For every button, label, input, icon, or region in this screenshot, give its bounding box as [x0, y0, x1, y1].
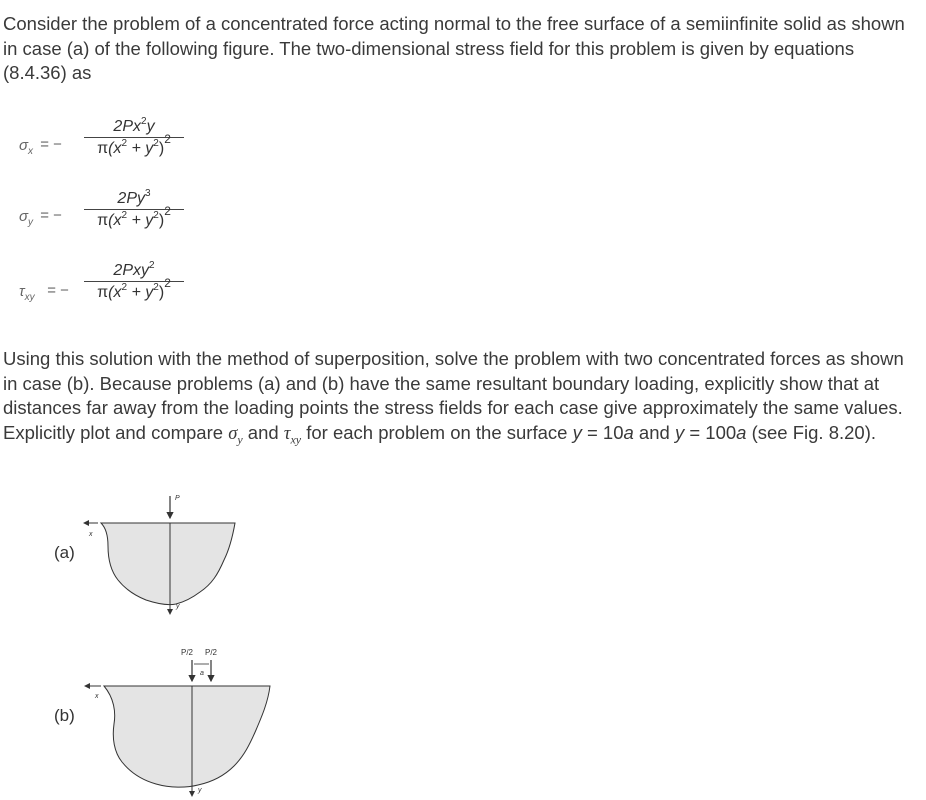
- fraction-tau-xy: 2Pxy$^2$ $\pi(x^2 + y^2)^2$: [84, 262, 184, 302]
- case-a-diagram: [84, 495, 235, 614]
- problem-task: Using this solution with the method of superposition, solve the problem with two concentrated forces as shown in case (b). Because problems (a) and (b) have the same resultant boundary loading, explicitly show that at distances far away from the loading points the stress fields for each case give approximately the same values. Explicitly plot and compare $\sigma_y$ and $\tau_{xy}$ for each problem on the surface y = 10a and y = 100a (see Fig. 8.20).: [3, 348, 904, 447]
- case-b-left-force-label: P/2: [181, 648, 194, 657]
- case-a-label: (a): [54, 543, 75, 562]
- case-b-spacing-label: a: [200, 670, 204, 677]
- case-b-solid-body: [104, 686, 270, 787]
- problem-intro: Consider the problem of a concentrated force acting normal to the free surface of a semiinfinite solid as shown in case (a) of the following figure. The two-dimensional stress field for this problem is given by equations (8.4.36) as: [3, 13, 905, 83]
- case-a-solid-body: [101, 523, 235, 605]
- tau-xy-label: $\tau_{xy}$: [19, 283, 35, 303]
- case-b-x-label: x: [95, 693, 99, 700]
- case-b-label: (b): [54, 706, 75, 725]
- fraction-sigma-y: 2Py$^3$ $\pi(x^2 + y^2)^2$: [84, 190, 184, 230]
- case-a-y-label: y: [176, 603, 180, 610]
- case-b-y-label: y: [198, 787, 202, 794]
- equals-minus: = −: [47, 282, 69, 299]
- sigma-x-label: $\sigma_x$: [19, 137, 34, 157]
- case-a-force-label: P: [175, 495, 180, 502]
- sigma-y-symbol: $\sigma_y$: [228, 423, 243, 447]
- sigma-y-label: $\sigma_y$: [19, 208, 34, 228]
- tau-xy-symbol: $\tau_{xy}$: [283, 423, 302, 447]
- equals-minus: = −: [40, 136, 62, 153]
- case-a-x-label: x: [89, 531, 93, 538]
- case-b-right-force-label: P/2: [205, 648, 218, 657]
- fraction-sigma-x: 2Px$^2$y $\pi(x^2 + y^2)^2$: [84, 118, 184, 158]
- equals-minus: = −: [40, 207, 62, 224]
- case-b-diagram: [85, 648, 270, 796]
